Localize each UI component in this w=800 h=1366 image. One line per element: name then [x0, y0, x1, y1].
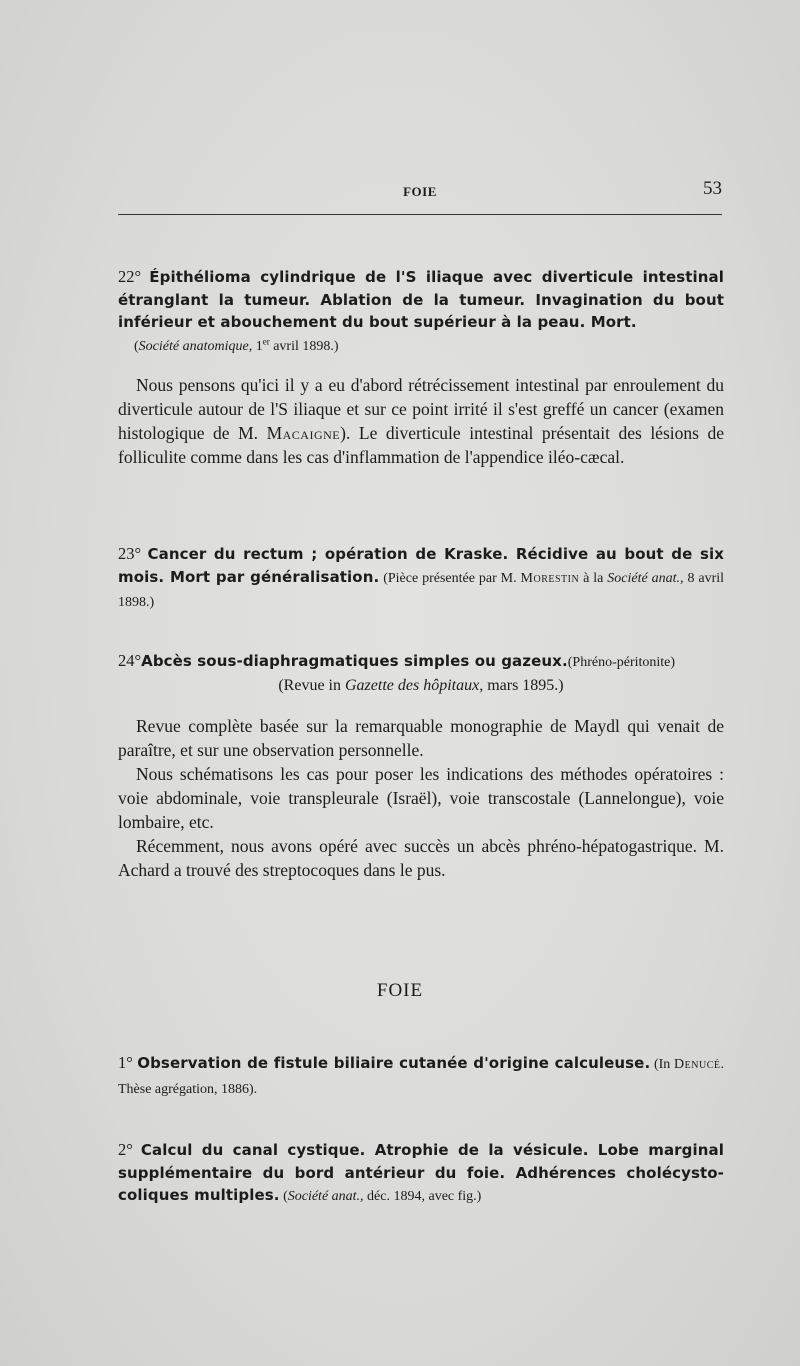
- section-title: FOIE: [376, 980, 424, 1001]
- entry-title: Calcul du canal cystique. Atrophie de la vésicule. Lobe marginal supplémentaire du bord antérieur du foie. Adhérences cholécysto-coliques multiples.: [118, 1141, 724, 1204]
- entry-source: (Société anatomique, 1er avril 1898.): [134, 335, 339, 354]
- source-date-sup: er: [262, 335, 270, 346]
- source-journal: Société anatomique,: [138, 338, 253, 354]
- entry-title: Observation de fistule biliaire cutanée d'origine calculeuse.: [137, 1054, 651, 1072]
- running-head: [118, 178, 722, 204]
- tail-journal: Société anat.,: [287, 1189, 364, 1204]
- tail-post: . Thèse agrégation, 1886).: [118, 1057, 724, 1097]
- entry-subtitle: (Phréno-péritonite): [567, 655, 676, 670]
- review-pre: (Revue in: [278, 676, 345, 694]
- note-pre: (Pièce présentée par M.: [379, 570, 521, 586]
- entry-number: 1°: [118, 1053, 133, 1072]
- note-journal: Société anat.,: [607, 570, 684, 586]
- entry-23: [118, 543, 724, 615]
- tail-pre: (In: [650, 1057, 675, 1072]
- entry-tail: [280, 1189, 482, 1204]
- tail-post: déc. 1894, avec fig.): [363, 1189, 482, 1204]
- entry-title: Épithélioma cylindrique de l'S iliaque avec diverticule intestinal étranglant la tumeur. Ablation de la tumeur. Invagination du bout inférieur et abouchement du bout supérieur à la peau. Mort.: [118, 268, 725, 331]
- note-author: Morestin: [520, 570, 580, 586]
- review-journal: Gazette des hôpitaux,: [345, 676, 484, 694]
- tail-pre: (: [279, 1189, 288, 1204]
- tail-author: Denucé: [674, 1057, 721, 1072]
- review-post: mars 1895.): [483, 676, 564, 694]
- paragraph-24b: Nous schématisons les cas pour poser les indications des méthodes opératoires : voie abdominale, voie transpleurale (Israël), voie transcostale (Lannelongue), voie lombaire, etc.: [118, 764, 724, 832]
- paragraph-text-end: ). Le diverticule intestinal présentait des lésions de folliculite comme dans les cas d'inflammation de l'appendice iléo-cæcal.: [118, 423, 724, 467]
- note-post: à la: [579, 570, 608, 586]
- entry-24: [118, 650, 724, 697]
- entry-review: [118, 675, 724, 697]
- entry-number: 23°: [118, 544, 142, 563]
- source-date-post: avril 1898.): [269, 338, 339, 354]
- entry-number: 22°: [118, 267, 142, 286]
- paragraph-24c: Récemment, nous avons opéré avec succès un abcès phréno-hépatogastrique. M. Achard a trouvé des streptocoques dans le pus.: [118, 836, 724, 880]
- paragraph-22: [118, 373, 724, 469]
- entry-number: 24°: [118, 651, 142, 670]
- entry-title: Cancer du rectum ; opération de Kraske. Récidive au bout de six mois. Mort par généralisation.: [118, 545, 724, 586]
- source-date-pre: 1: [252, 338, 263, 354]
- entry-22: [118, 266, 724, 358]
- header-rule: [118, 214, 722, 215]
- foie-entry-1: [118, 1052, 724, 1101]
- commentary-24: [118, 714, 724, 882]
- paragraph-text: Nous pensons qu'ici il y a eu d'abord rétrécissement intestinal par enroulement du diverticule autour de l'S iliaque et sur ce point irrité il s'est greffé un cancer (examen histologique de M.: [118, 375, 724, 443]
- author-name: Macaigne: [266, 423, 341, 443]
- entry-number: 2°: [118, 1140, 133, 1159]
- paragraph-24a: Revue complète basée sur la remarquable monographie de Maydl qui venait de paraître, et sur une observation personnelle.: [118, 716, 724, 760]
- page-number: 53: [703, 178, 722, 199]
- entry-title: Abcès sous-diaphragmatiques simples ou gazeux.: [141, 652, 568, 670]
- commentary-22: [118, 373, 724, 469]
- note-end: 8 avril 1898.): [118, 570, 725, 610]
- running-title: FOIE: [403, 184, 437, 199]
- foie-entry-2: [118, 1139, 724, 1209]
